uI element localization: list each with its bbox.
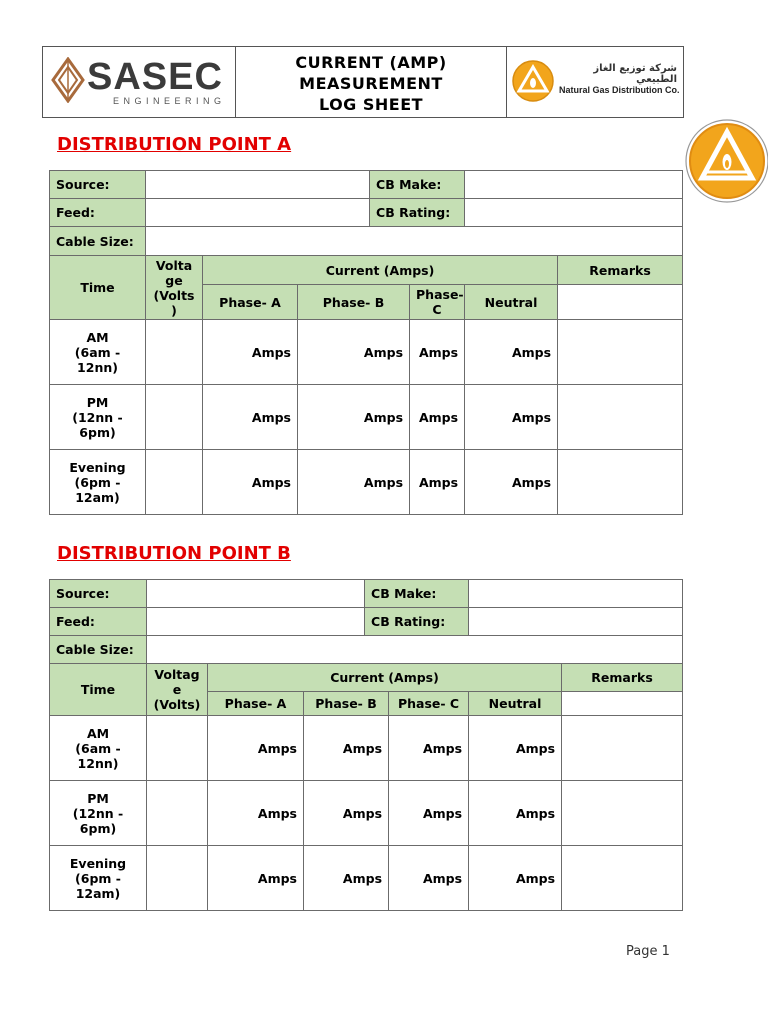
remarks-cell[interactable]: [558, 450, 683, 515]
time-line: (6pm -: [74, 474, 121, 490]
sasec-subtitle: ENGINEERING: [113, 96, 226, 106]
neutral-cell[interactable]: Amps: [469, 846, 562, 911]
table-row: [50, 781, 683, 846]
cable-size-field[interactable]: [146, 227, 683, 256]
phase-b-cell[interactable]: Amps: [304, 716, 389, 781]
feed-label: Feed:: [50, 199, 146, 227]
voltage-header-line: (Volts): [153, 697, 201, 712]
phase-c-cell[interactable]: Amps: [410, 385, 465, 450]
phase-a-cell[interactable]: Amps: [208, 716, 304, 781]
time-line: 6pm): [79, 820, 117, 836]
neutral-cell[interactable]: Amps: [469, 781, 562, 846]
table-row: [50, 846, 683, 911]
sasec-emblem-icon: [51, 57, 85, 103]
ngdc-english-name: Natural Gas Distribution Co.: [559, 85, 680, 95]
phase-b-cell[interactable]: Amps: [298, 385, 410, 450]
neutral-cell[interactable]: Amps: [465, 320, 558, 385]
neutral-cell[interactable]: Amps: [465, 385, 558, 450]
ngdc-emblem-large-icon: [684, 118, 768, 204]
title-line: CURRENT (AMP): [295, 53, 447, 72]
table-row: [50, 385, 683, 450]
remarks-cell[interactable]: [562, 781, 683, 846]
cable-size-field[interactable]: [147, 636, 683, 664]
phase-b-cell[interactable]: Amps: [298, 450, 410, 515]
cb-make-label: CB Make:: [365, 580, 469, 608]
remarks-subheader: [558, 285, 683, 320]
time-cell: [50, 385, 146, 450]
time-line: AM: [86, 329, 109, 345]
feed-label: Feed:: [50, 608, 147, 636]
table-row: [50, 450, 683, 515]
section-title-b: DISTRIBUTION POINT B: [57, 543, 291, 564]
phase-b-cell[interactable]: Amps: [304, 846, 389, 911]
time-cell: [50, 781, 147, 846]
phase-a-cell[interactable]: Amps: [208, 846, 304, 911]
remarks-header: Remarks: [558, 256, 683, 285]
cb-rating-field[interactable]: [465, 199, 683, 227]
phase-c-cell[interactable]: Amps: [410, 320, 465, 385]
phase-c-cell[interactable]: Amps: [389, 846, 469, 911]
phase-a-cell[interactable]: Amps: [203, 320, 298, 385]
voltage-cell[interactable]: [146, 450, 203, 515]
source-label: Source:: [50, 580, 147, 608]
time-line: (6am -: [75, 740, 121, 756]
ngdc-emblem-icon: [511, 59, 555, 103]
remarks-cell[interactable]: [562, 716, 683, 781]
ngdc-arabic-name: شركة توزيع الغاز الطبيعي: [593, 63, 677, 85]
time-line: (12nn -: [72, 409, 123, 425]
voltage-header-line: Voltag: [154, 667, 200, 682]
time-line: (12nn -: [72, 805, 124, 821]
phase-a-cell[interactable]: Amps: [203, 385, 298, 450]
cb-rating-label: CB Rating:: [370, 199, 465, 227]
remarks-cell[interactable]: [558, 385, 683, 450]
time-line: 12am): [75, 489, 120, 505]
phase-c-cell[interactable]: Amps: [389, 716, 469, 781]
cb-rating-label: CB Rating:: [365, 608, 469, 636]
cb-make-field[interactable]: [465, 171, 683, 199]
feed-field[interactable]: [147, 608, 365, 636]
page-number: Page 1: [626, 944, 670, 959]
current-header: Current (Amps): [208, 664, 562, 692]
phase-c-cell[interactable]: Amps: [389, 781, 469, 846]
phase-a-cell[interactable]: Amps: [203, 450, 298, 515]
cb-make-field[interactable]: [469, 580, 683, 608]
phase-b-header: Phase- B: [304, 692, 389, 716]
title-line: LOG SHEET: [318, 95, 424, 114]
section-title-a: DISTRIBUTION POINT A: [57, 134, 292, 155]
time-line: 6pm): [79, 424, 116, 440]
neutral-cell[interactable]: Amps: [469, 716, 562, 781]
voltage-header: [146, 256, 203, 320]
voltage-header-line: ge: [165, 272, 183, 288]
log-table-b: [49, 579, 683, 911]
cb-rating-field[interactable]: [469, 608, 683, 636]
phase-c-cell[interactable]: Amps: [410, 450, 465, 515]
neutral-header: Neutral: [465, 285, 558, 320]
time-line: Evening: [69, 459, 126, 475]
time-cell: [50, 716, 147, 781]
time-cell: [50, 320, 146, 385]
time-line: 12nn): [77, 359, 118, 375]
time-cell: [50, 450, 146, 515]
time-cell: [50, 846, 147, 911]
time-line: PM: [86, 394, 109, 410]
voltage-header-line: ): [171, 302, 177, 318]
time-line: (6am -: [74, 344, 121, 360]
voltage-cell[interactable]: [147, 716, 208, 781]
phase-c-header: Phase- C: [410, 285, 465, 320]
document-title: [236, 52, 506, 115]
remarks-cell[interactable]: [558, 320, 683, 385]
cable-size-label: Cable Size:: [50, 227, 146, 256]
phase-a-header: Phase- A: [208, 692, 304, 716]
neutral-cell[interactable]: Amps: [465, 450, 558, 515]
time-header: Time: [50, 664, 147, 716]
phase-b-cell[interactable]: Amps: [304, 781, 389, 846]
voltage-header-line: (Volts: [153, 287, 195, 303]
remarks-header: Remarks: [562, 664, 683, 692]
title-cell: [236, 47, 507, 117]
voltage-header-line: e: [172, 682, 182, 697]
ngdc-logo: [507, 47, 683, 117]
remarks-subheader: [562, 692, 683, 716]
phase-a-header: Phase- A: [203, 285, 298, 320]
source-field[interactable]: [147, 580, 365, 608]
sasec-wordmark: SASEC: [87, 56, 223, 98]
phase-b-cell[interactable]: Amps: [298, 320, 410, 385]
voltage-header: [147, 664, 208, 716]
time-line: Evening: [69, 855, 127, 871]
time-line: 12nn): [77, 755, 119, 771]
current-header: Current (Amps): [203, 256, 558, 285]
voltage-header-line: Volta: [155, 257, 193, 273]
cb-make-label: CB Make:: [370, 171, 465, 199]
neutral-header: Neutral: [469, 692, 562, 716]
table-row: [50, 320, 683, 385]
time-line: (6pm -: [75, 870, 121, 886]
remarks-cell[interactable]: [562, 846, 683, 911]
document-header: [42, 46, 684, 118]
phase-b-header: Phase- B: [298, 285, 410, 320]
time-header: Time: [50, 256, 146, 320]
source-label: Source:: [50, 171, 146, 199]
voltage-cell[interactable]: [147, 846, 208, 911]
cable-size-label: Cable Size:: [50, 636, 147, 664]
sasec-logo: [43, 47, 236, 117]
voltage-cell[interactable]: [147, 781, 208, 846]
voltage-cell[interactable]: [146, 385, 203, 450]
title-line: MEASUREMENT: [299, 74, 443, 93]
source-field[interactable]: [146, 171, 370, 199]
phase-c-header: Phase- C: [389, 692, 469, 716]
phase-a-cell[interactable]: Amps: [208, 781, 304, 846]
feed-field[interactable]: [146, 199, 370, 227]
table-row: [50, 716, 683, 781]
time-line: PM: [87, 790, 109, 806]
voltage-cell[interactable]: [146, 320, 203, 385]
log-table-a: [49, 170, 683, 515]
time-line: 12am): [75, 885, 121, 901]
time-line: AM: [86, 725, 110, 741]
